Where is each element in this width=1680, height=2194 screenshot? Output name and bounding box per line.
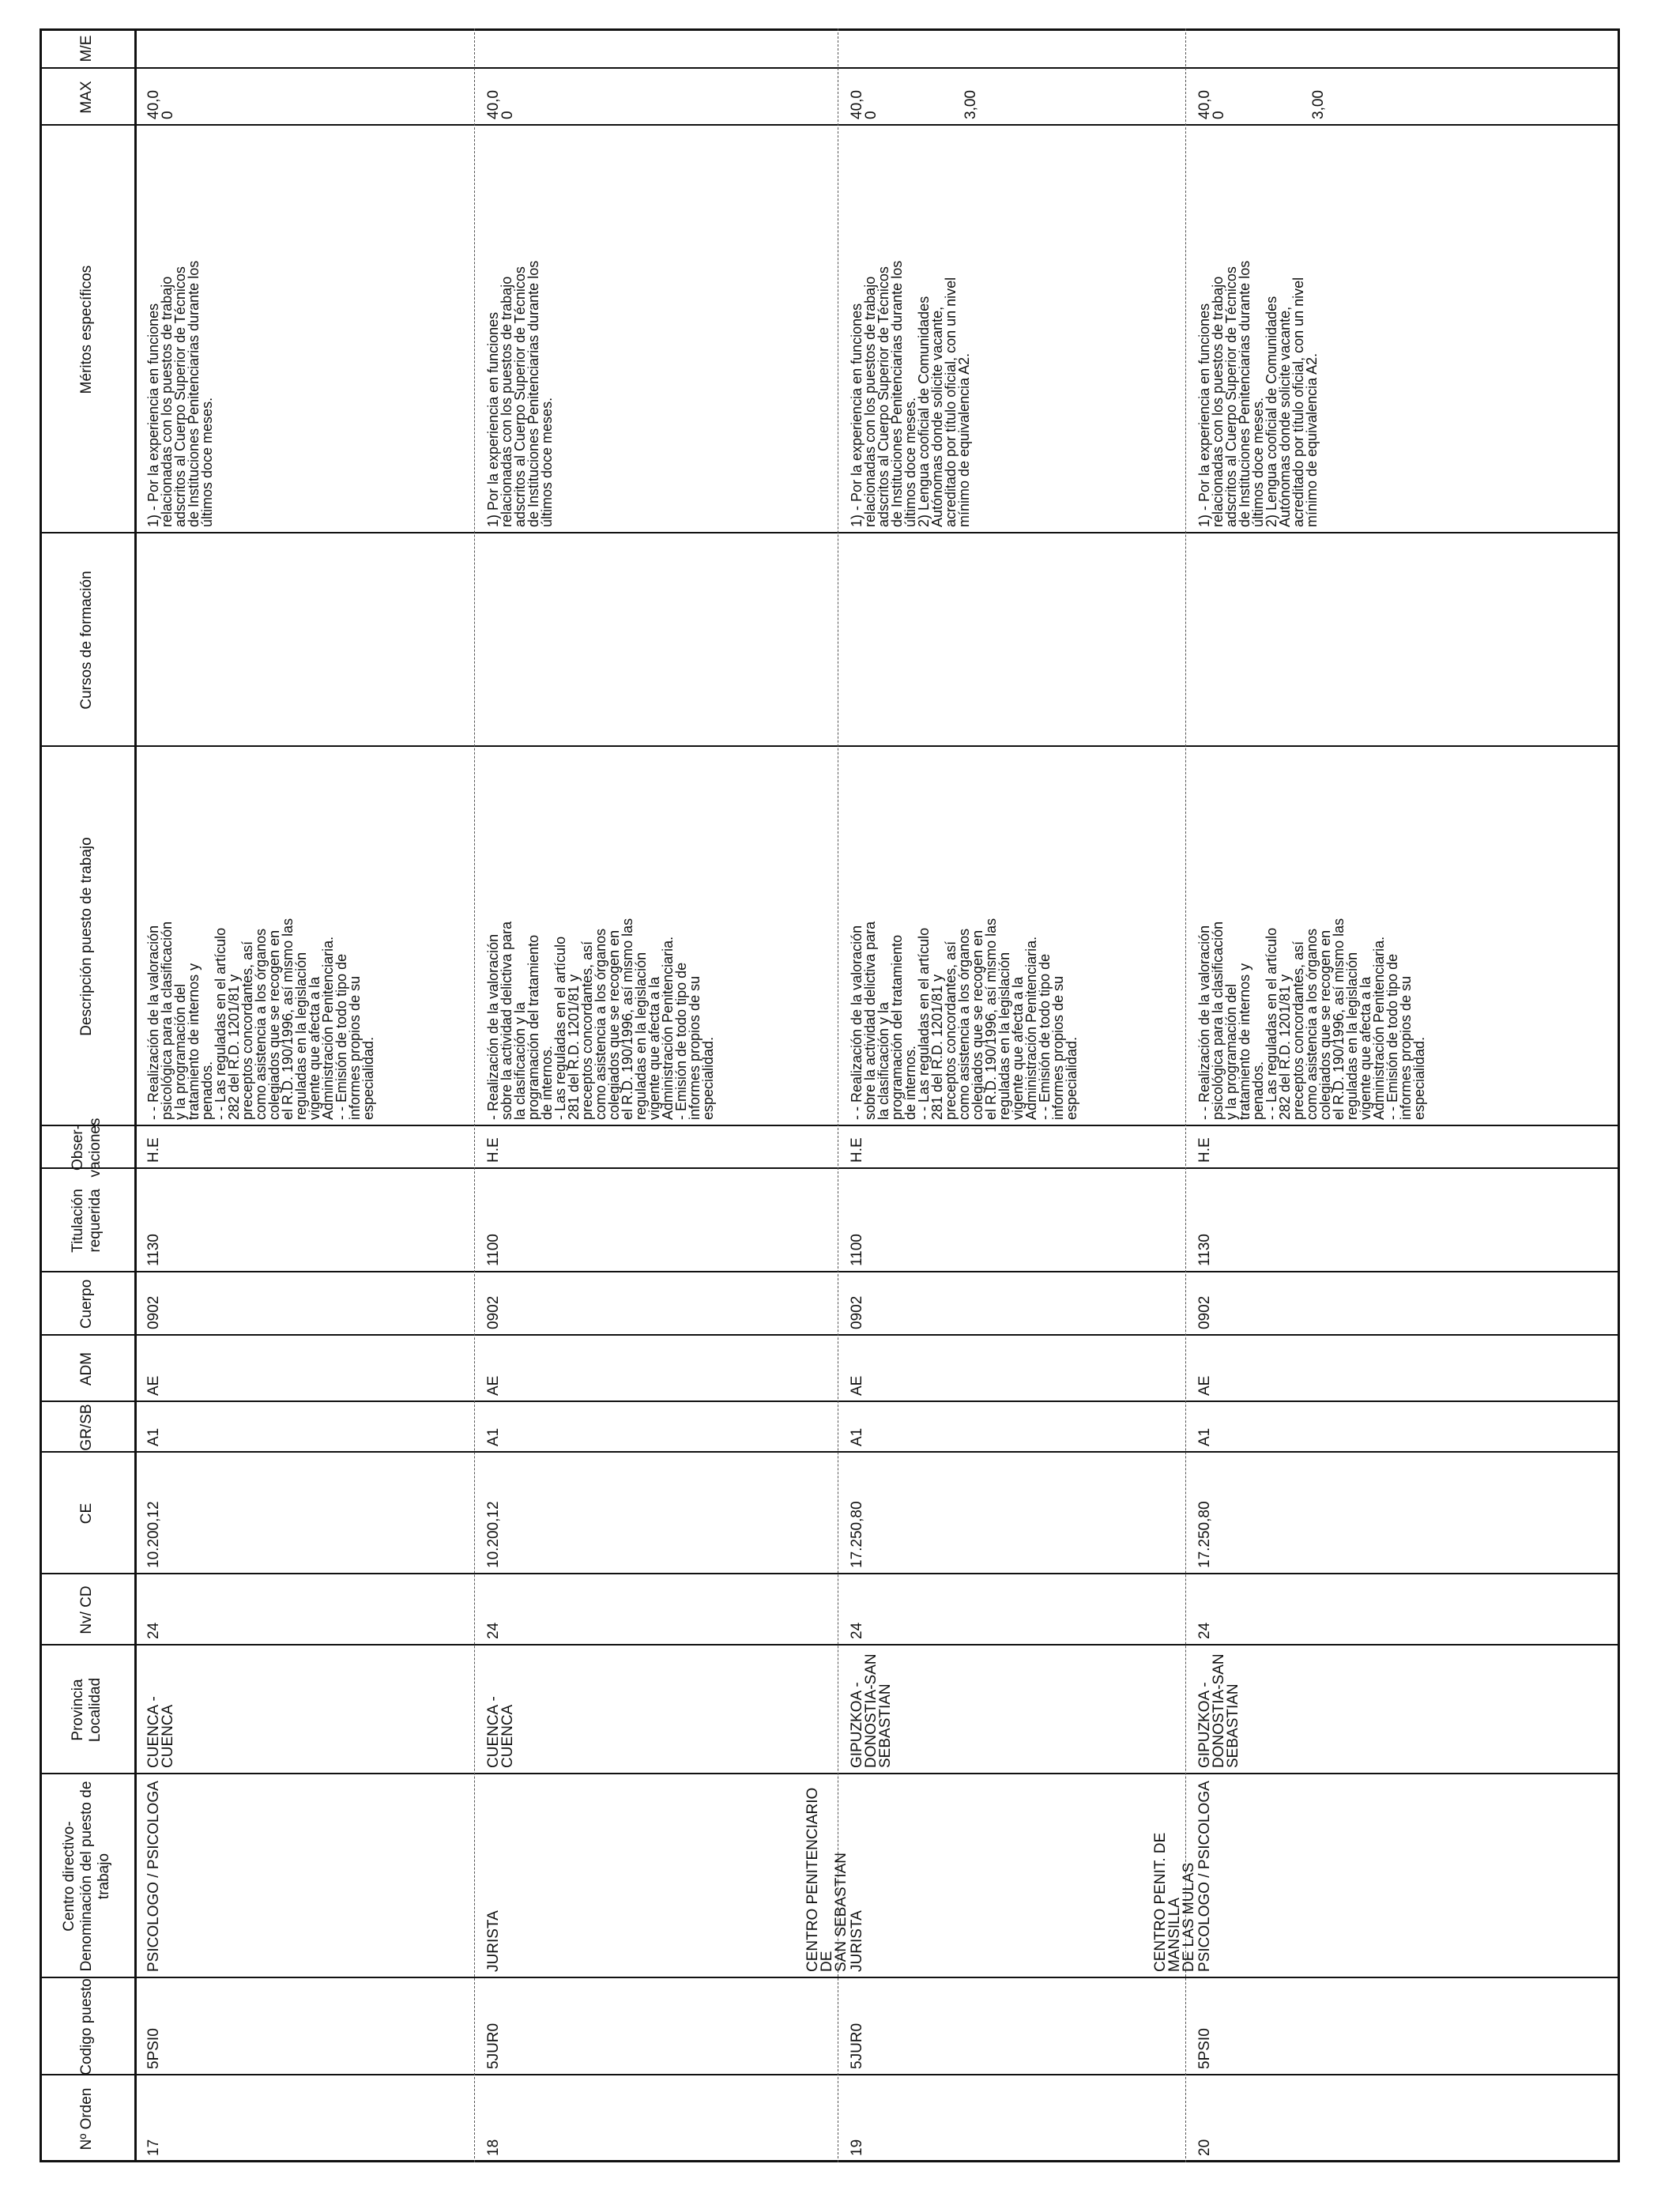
cell-descripcion: - Realización de la valoración sobre la actividad delictiva para la clasificación y la programación del tratamiento de internos. - Las reguladas en el artículo 281 del R.D. 1201/81 y preceptos concordantes, así como asistencia a los órganos colegiados que se recogen en el R.D. 190/1996, así mismo las reguladas en la legislación vigente que afecta a la Administración Penitenciaria. - Emisión de todo tipo de informes propios de su especialidad. (485, 918, 716, 1120)
cell-titulacion: 1100 (849, 1234, 865, 1266)
cell-max: 40,0 0 (1196, 90, 1227, 119)
cell-observaciones: H.E (1196, 1137, 1213, 1163)
header-adm: ADM (78, 1351, 95, 1386)
header-titulacion: Titulación requerida (70, 1189, 104, 1253)
cell-grupo: A1 (145, 1427, 162, 1446)
column-divider (40, 745, 1620, 747)
column-divider (40, 124, 1620, 126)
header-grupo: GR/SB (78, 1404, 95, 1451)
cell-descripcion: - - Realización de la valoración sobre la actividad delictiva para la clasificación y la programación del tratamiento de internos. - - Las reguladas en el artículo 281 del R.D. 1201/81 y preceptos concordantes, así como asistencia a los órganos colegiados que se recogen en el R.D. 190/1996, así mismo las reguladas en la legislación vigente que afecta a la Administración Penitenciaria. - - Emisión de todo tipo de informes propios de su especialidad. (849, 918, 1079, 1120)
cell-adm: AE (1196, 1375, 1213, 1396)
cell-observaciones: H.E (485, 1137, 502, 1163)
column-divider (40, 532, 1620, 533)
cell-adm: AE (849, 1375, 865, 1396)
header-codigo: Codigo puesto (78, 1978, 95, 2075)
column-divider (40, 1167, 1620, 1169)
column-divider (40, 1451, 1620, 1453)
cell-max: 40,0 0 (485, 90, 516, 119)
cell-denominacion: PSICOLOGO / PSICOLOGA (145, 1781, 162, 1972)
cell-grupo: A1 (1196, 1427, 1213, 1446)
cell-centro-directivo: CENTRO PENIT. DE MANSILLA DE LAS MULAS (1152, 1832, 1197, 1972)
cell-meritos: 1) - Por la experiencia en funciones relacionadas con los puestos de trabajo adscritos al Cuerpo Superior de Técnicos de Instituciones Penitenciarias durante los últimos doce meses. 2) Lengua cooficial de Comunidades Autónomas donde solicite vacante, acreditado por título oficial, con un nivel mínimo de equivalencia A2. (849, 260, 972, 527)
column-divider (40, 1773, 1620, 1774)
cell-adm: AE (145, 1375, 162, 1396)
row-divider (474, 28, 475, 2162)
cell-grupo: A1 (849, 1427, 865, 1446)
cell-observaciones: H.E (849, 1137, 865, 1163)
cell-denominacion: JURISTA (485, 1910, 502, 1972)
cell-orden: 19 (849, 2139, 865, 2156)
cell-cuerpo: 0902 (849, 1295, 865, 1329)
header-meritos: Méritos específicos (78, 265, 95, 394)
cell-nivel: 24 (145, 1622, 162, 1639)
column-divider (40, 2074, 1620, 2075)
cell-meritos: 1) - Por la experiencia en funciones relacionadas con los puestos de trabajo adscritos al Cuerpo Superior de Técnicos de Instituciones Penitenciarias durante los últimos doce meses. (145, 260, 215, 527)
header-ce: CE (78, 1502, 95, 1525)
cell-centro-directivo: CENTRO PENITENCIARIO DE SAN SEBASTIAN (804, 1787, 849, 1972)
cell-max-secondary: 3,00 (1310, 90, 1327, 119)
header-denominacion: Centro directivo- Denominación del puesto de trabajo (61, 1781, 112, 1972)
cell-descripcion: - - Realización de la valoración psicológica para la clasificación y la programación del tratamiento de internos y penados. - - Las reguladas en el artículo 282 del R.D. 1201/81 y preceptos concordantes, así como asistencia a los órganos colegiados que se recogen en el R.D. 190/1996, así mismo las reguladas en la legislación vigente que afecta a la Administración Penitenciaria. - - Emisión de todo tipo de informes propios de su especialidad. (1196, 918, 1427, 1120)
cell-codigo: 5JUR0 (849, 2022, 865, 2069)
cell-orden: 20 (1196, 2139, 1213, 2156)
cell-denominacion: PSICOLOGO / PSICOLOGA (1196, 1781, 1213, 1972)
header-observaciones: Obser- vaciones (70, 1118, 104, 1178)
header-divider (134, 28, 137, 2162)
cell-meritos: 1) - Por la experiencia en funciones relacionadas con los puestos de trabajo adscritos al Cuerpo Superior de Técnicos de Instituciones Penitenciarias durante los últimos doce meses. 2) Lengua cooficial de Comunidades Autónomas donde solicite vacante, acreditado por título oficial, con un nivel mínimo de equivalencia A2. (1196, 260, 1320, 527)
cell-titulacion: 1130 (145, 1234, 162, 1266)
cell-ce: 10.200,12 (485, 1501, 502, 1568)
header-orden: Nº Orden (78, 2087, 95, 2151)
header-provincia: Provincia Localidad (70, 1677, 104, 1743)
cell-adm: AE (485, 1375, 502, 1396)
column-divider (40, 1125, 1620, 1126)
cell-titulacion: 1130 (1196, 1234, 1213, 1266)
cell-codigo: 5JUR0 (485, 2022, 502, 2069)
cell-provincia: CUENCA - CUENCA (145, 1696, 176, 1768)
cell-descripcion: - - Realización de la valoración psicológica para la clasificación y la programación del tratamiento de internos y penados. - - Las reguladas en el artículo 282 del R.D. 1201/81 y preceptos concordantes, así como asistencia a los órganos colegiados que se recogen en el R.D. 190/1996, así mismo las reguladas en la legislación vigente que afecta a la Administración Penitenciaria. - - Emisión de todo tipo de informes propios de su especialidad. (145, 918, 376, 1120)
header-max: MAX (78, 81, 95, 114)
cell-nivel: 24 (485, 1622, 502, 1639)
cell-ce: 17.250,80 (1196, 1501, 1213, 1568)
header-descripcion: Descripción puesto de trabajo (78, 837, 95, 1036)
vacancy-table (40, 28, 1620, 2162)
cell-provincia: GIPUZKOA - DONOSTIA-SAN SEBASTIAN (1196, 1653, 1241, 1768)
cell-grupo: A1 (485, 1427, 502, 1446)
cell-ce: 10.200,12 (145, 1501, 162, 1568)
column-divider (40, 1334, 1620, 1336)
cell-codigo: 5PSI0 (1196, 2028, 1213, 2069)
cell-cuerpo: 0902 (485, 1295, 502, 1329)
cell-nivel: 24 (849, 1622, 865, 1639)
cell-ce: 17.250,80 (849, 1501, 865, 1568)
column-divider (40, 1977, 1620, 1978)
cell-orden: 18 (485, 2139, 502, 2156)
cell-observaciones: H.E (145, 1137, 162, 1163)
cell-orden: 17 (145, 2139, 162, 2156)
cell-provincia: GIPUZKOA - DONOSTIA-SAN SEBASTIAN (849, 1653, 894, 1768)
cell-max: 40,0 0 (145, 90, 176, 119)
column-divider (40, 1644, 1620, 1646)
cell-max: 40,0 0 (849, 90, 880, 119)
cell-codigo: 5PSI0 (145, 2028, 162, 2069)
header-cuerpo: Cuerpo (78, 1279, 95, 1329)
cell-titulacion: 1100 (485, 1234, 502, 1266)
cell-denominacion: JURISTA (849, 1910, 865, 1972)
column-divider (40, 1400, 1620, 1402)
header-cursos: Cursos de formación (78, 571, 95, 710)
cell-max-secondary: 3,00 (962, 90, 979, 119)
cell-cuerpo: 0902 (1196, 1295, 1213, 1329)
column-divider (40, 1573, 1620, 1574)
column-divider (40, 67, 1620, 69)
cell-cuerpo: 0902 (145, 1295, 162, 1329)
cell-meritos: 1) Por la experiencia en funciones relacionadas con los puestos de trabajo adscritos al Cuerpo Superior de Técnicos de Instituciones Penitenciarias durante los últimos doce meses. (485, 260, 555, 527)
column-divider (40, 1271, 1620, 1272)
cell-nivel: 24 (1196, 1622, 1213, 1639)
header-nivel: Nv/ CD (78, 1585, 95, 1634)
cell-provincia: CUENCA - CUENCA (485, 1696, 516, 1768)
header-m-e: M/E (78, 35, 95, 62)
